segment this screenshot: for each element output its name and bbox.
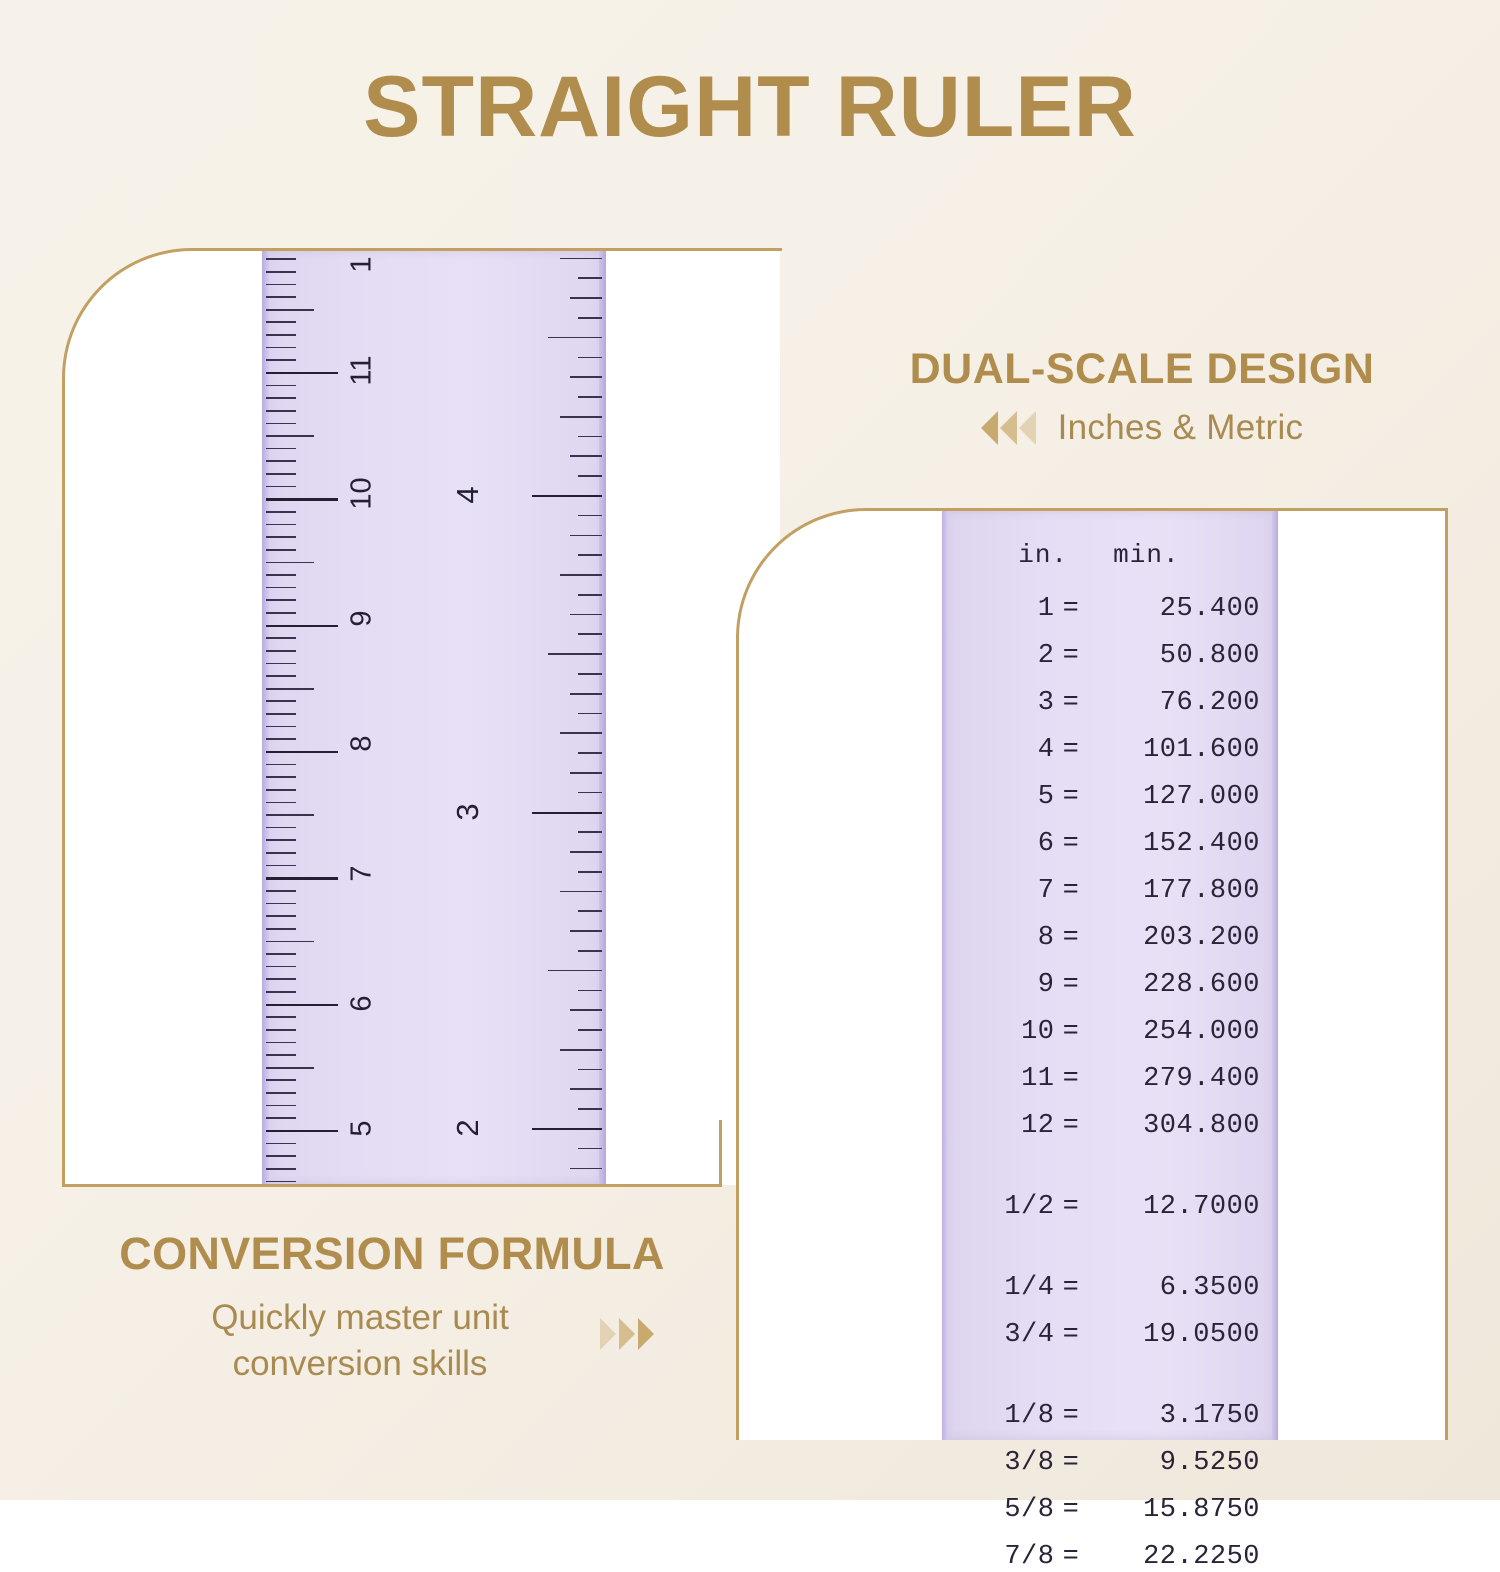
cell-equals: =: [1062, 594, 1080, 624]
cell-equals: =: [1062, 1495, 1080, 1525]
cell-equals: =: [1062, 1064, 1080, 1094]
cell-equals: =: [1062, 1448, 1080, 1478]
dual-scale-subtext: Inches & Metric: [1057, 408, 1304, 447]
cell-inches: 8: [1037, 923, 1055, 953]
cell-inches: 1/4: [1004, 1273, 1055, 1303]
cell-millimeters: 50.800: [1159, 641, 1261, 671]
conversion-subtext: Quickly master unit conversion skills: [211, 1298, 509, 1384]
cell-millimeters: 152.400: [1143, 829, 1261, 859]
cell-inches: 12: [1021, 1111, 1055, 1141]
dual-scale-subrow: [832, 408, 1452, 448]
table-row: [942, 1448, 1278, 1478]
cell-millimeters: 22.2250: [1143, 1542, 1261, 1572]
cell-millimeters: 279.400: [1143, 1064, 1261, 1094]
cell-inches: 3/8: [1004, 1448, 1055, 1478]
metric-label: 1: [345, 256, 378, 273]
column-header-mm: min.: [1113, 540, 1180, 570]
cell-equals: =: [1062, 641, 1080, 671]
chevron-left-triple-icon: [981, 411, 1036, 445]
cell-equals: =: [1062, 1192, 1080, 1222]
metric-label: 8: [345, 735, 378, 752]
cell-equals: =: [1062, 1111, 1080, 1141]
cell-inches: 10: [1021, 1017, 1055, 1047]
cell-equals: =: [1062, 829, 1080, 859]
cell-millimeters: 19.0500: [1143, 1320, 1261, 1350]
cell-inches: 1: [1037, 594, 1055, 624]
cell-millimeters: 228.600: [1143, 970, 1261, 1000]
page-title: STRAIGHT RULER: [363, 59, 1137, 155]
cell-inches: 9: [1037, 970, 1055, 1000]
cell-equals: =: [1062, 1017, 1080, 1047]
cell-millimeters: 6.3500: [1159, 1273, 1261, 1303]
panel-two-frame: [736, 508, 1448, 1440]
cell-millimeters: 15.8750: [1143, 1495, 1261, 1525]
cell-equals: =: [1062, 1320, 1080, 1350]
cell-inches: 7: [1037, 876, 1055, 906]
cell-inches: 1/8: [1004, 1401, 1055, 1431]
table-row: [942, 1495, 1278, 1525]
cell-inches: 3: [1037, 688, 1055, 718]
cell-millimeters: 177.800: [1143, 876, 1261, 906]
cell-inches: 3/4: [1004, 1320, 1055, 1350]
cell-equals: =: [1062, 970, 1080, 1000]
cell-equals: =: [1062, 923, 1080, 953]
cell-inches: 1/2: [1004, 1192, 1055, 1222]
cell-millimeters: 127.000: [1143, 782, 1261, 812]
metric-label: 9: [345, 610, 378, 627]
cell-equals: =: [1062, 735, 1080, 765]
cell-equals: =: [1062, 782, 1080, 812]
cell-millimeters: 203.200: [1143, 923, 1261, 953]
cell-inches: 6: [1037, 829, 1055, 859]
metric-label: 10: [345, 477, 378, 510]
metric-label: 7: [345, 865, 378, 882]
panel-one-frame: [62, 248, 782, 1186]
inch-label: 2: [450, 1119, 485, 1137]
cell-millimeters: 12.7000: [1143, 1192, 1261, 1222]
metric-label: 11: [345, 355, 378, 386]
cell-millimeters: 3.1750: [1159, 1401, 1261, 1431]
cell-inches: 11: [1021, 1064, 1055, 1094]
cell-millimeters: 304.800: [1143, 1111, 1261, 1141]
metric-label: 6: [345, 995, 378, 1012]
column-header-inches: in.: [1018, 540, 1069, 570]
inch-label: 3: [450, 803, 485, 821]
cell-inches: 5: [1037, 782, 1055, 812]
metric-label: 5: [345, 1120, 378, 1137]
cell-inches: 5/8: [1004, 1495, 1055, 1525]
cell-inches: 2: [1037, 641, 1055, 671]
cell-equals: =: [1062, 876, 1080, 906]
cell-millimeters: 9.5250: [1159, 1448, 1261, 1478]
cell-millimeters: 25.400: [1159, 594, 1261, 624]
conversion-heading: CONVERSION FORMULA: [119, 1228, 665, 1279]
cell-inches: 4: [1037, 735, 1055, 765]
panel-one-frame-right: [719, 1120, 722, 1187]
cell-equals: =: [1062, 1401, 1080, 1431]
table-row: [942, 1542, 1278, 1572]
cell-millimeters: 76.200: [1159, 688, 1261, 718]
cell-equals: =: [1062, 1542, 1080, 1572]
inch-label: 4: [450, 486, 485, 504]
cell-millimeters: 101.600: [1143, 735, 1261, 765]
cell-equals: =: [1062, 1273, 1080, 1303]
cell-equals: =: [1062, 688, 1080, 718]
dual-scale-heading: DUAL-SCALE DESIGN: [909, 345, 1375, 393]
cell-inches: 7/8: [1004, 1542, 1055, 1572]
cell-millimeters: 254.000: [1143, 1017, 1261, 1047]
panel-one-frame-bottom: [62, 1184, 722, 1187]
chevron-right-triple-icon: [600, 1318, 654, 1350]
